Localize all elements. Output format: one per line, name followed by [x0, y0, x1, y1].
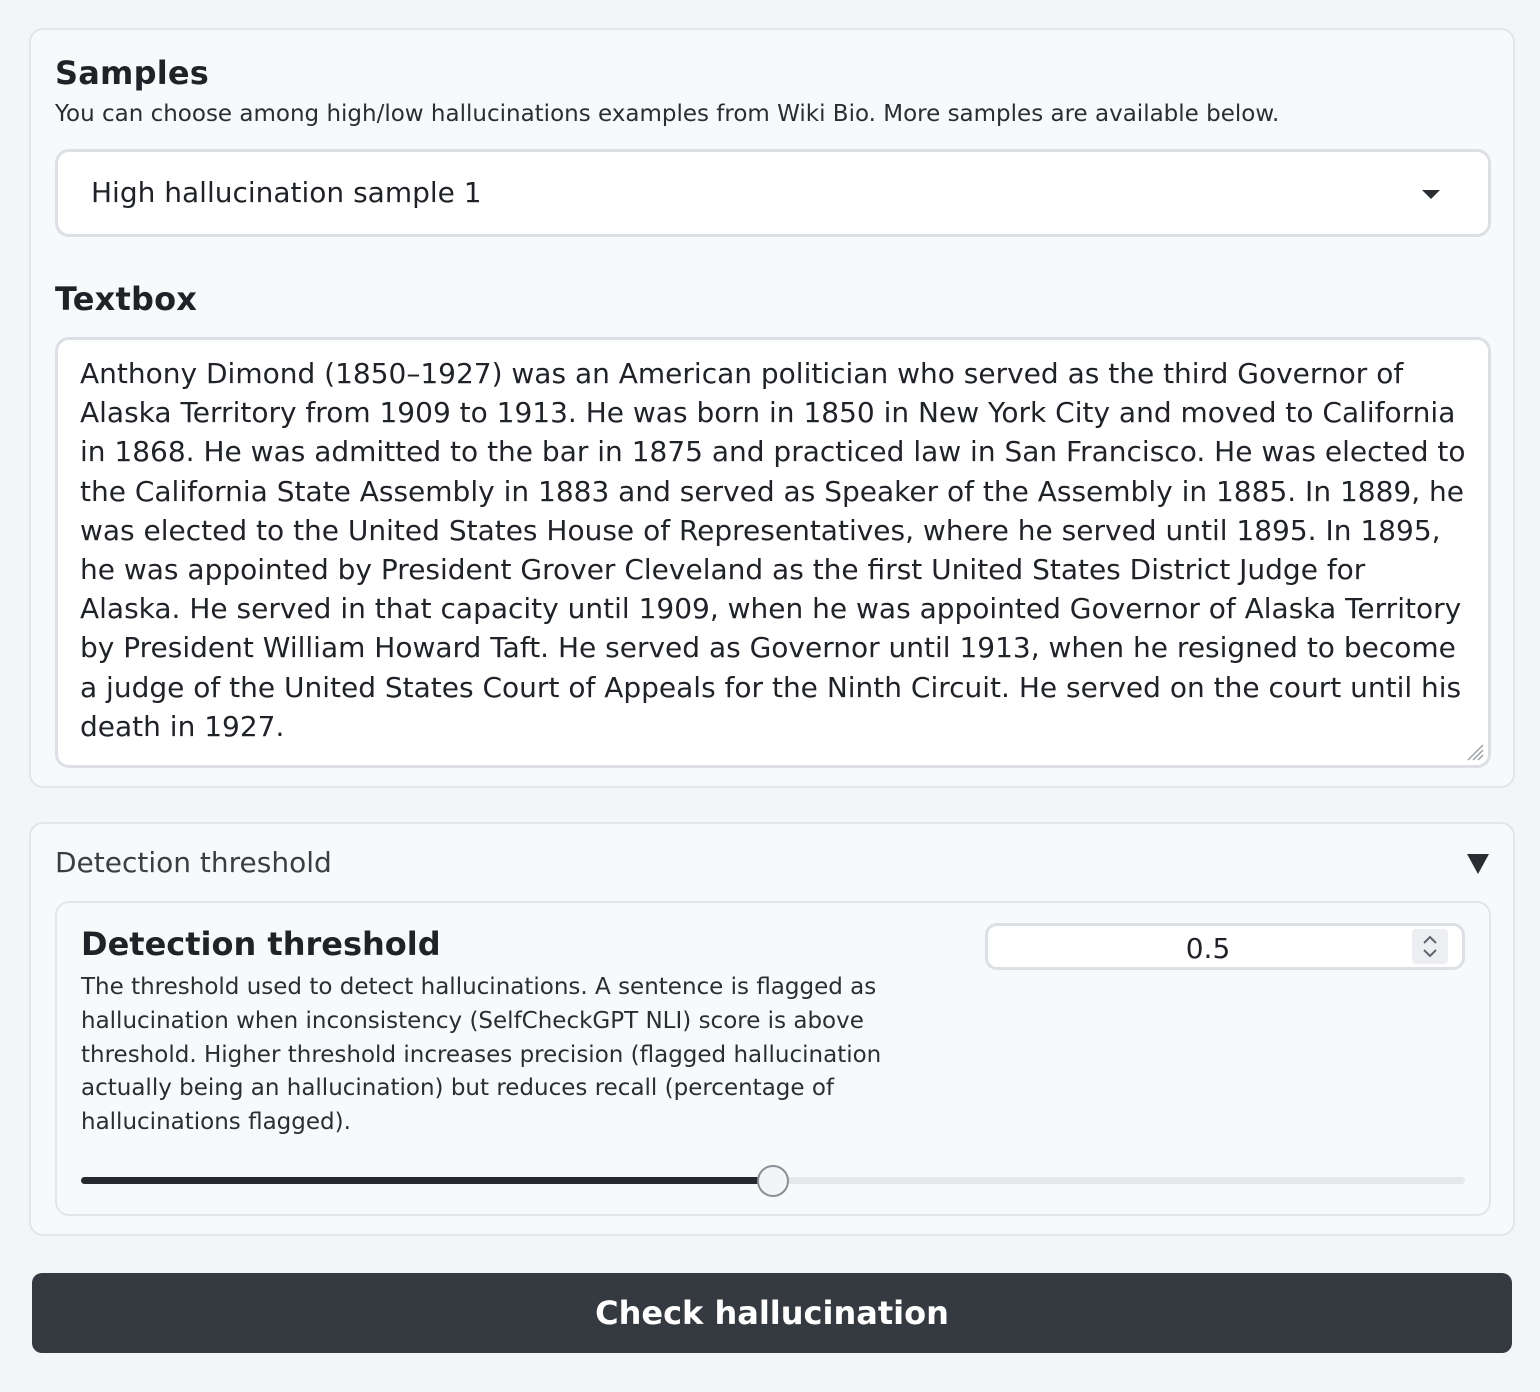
slider-thumb[interactable] — [757, 1165, 789, 1197]
samples-panel — [29, 28, 1515, 788]
sample-select-value: High hallucination sample 1 — [91, 176, 482, 209]
text-input-area[interactable] — [55, 337, 1491, 768]
sample-select-dropdown[interactable] — [55, 149, 1491, 237]
textbox-title: Textbox — [55, 280, 198, 318]
accordion-header-label[interactable]: Detection threshold — [55, 846, 332, 879]
text-input-content: Anthony Dimond (1850–1927) was an American politician who served as the third Governor of Alaska Territory from 1909 to 1913. He was born in 1850 in New York City and moved to California in 1868. He was admitted to the bar in 1875 and practiced law in San Francisco. He was elected to the California State Assembly in 1883 and served as Speaker of the Assembly in 1885. In 1889, he was elected to the United States House of Representatives, where he served until 1895. In 1895, he was appointed by President Grover Cleveland as the first United States District Judge for Alaska. He served in that capacity until 1909, when he was appointed Governor of Alaska Territory by President William Howard Taft. He served as Governor until 1913, when he resigned to become a judge of the United States Court of Appeals for the Ninth Circuit. He served on the court until his death in 1927. — [80, 357, 1466, 743]
samples-title: Samples — [55, 54, 210, 92]
threshold-accordion — [29, 822, 1515, 1236]
samples-description: You can choose among high/low hallucinations examples from Wiki Bio. More samples are available below. — [55, 101, 1280, 127]
slider-title: Detection threshold — [81, 925, 441, 963]
threshold-number-value: 0.5 — [1185, 932, 1231, 965]
threshold-number-input[interactable] — [985, 923, 1465, 970]
check-hallucination-button[interactable]: Check hallucination — [32, 1273, 1512, 1353]
resize-handle-icon[interactable] — [1464, 741, 1484, 761]
spinner-arrows-icon[interactable] — [1412, 929, 1448, 964]
slider-fill — [81, 1177, 773, 1184]
threshold-slider-block — [55, 901, 1491, 1216]
slider-description: The threshold used to detect hallucinations. A sentence is flagged as hallucination when inconsistency (SelfCheckGPT NLI) score is above threshold. Higher threshold increases precision (flagged hallucination actually being an hallucination) but reduces recall (percentage of hallucinations flagged). — [81, 974, 882, 1136]
chevron-down-icon — [1422, 190, 1440, 199]
threshold-slider[interactable] — [81, 1165, 1465, 1195]
accordion-toggle-icon[interactable] — [1467, 854, 1489, 874]
